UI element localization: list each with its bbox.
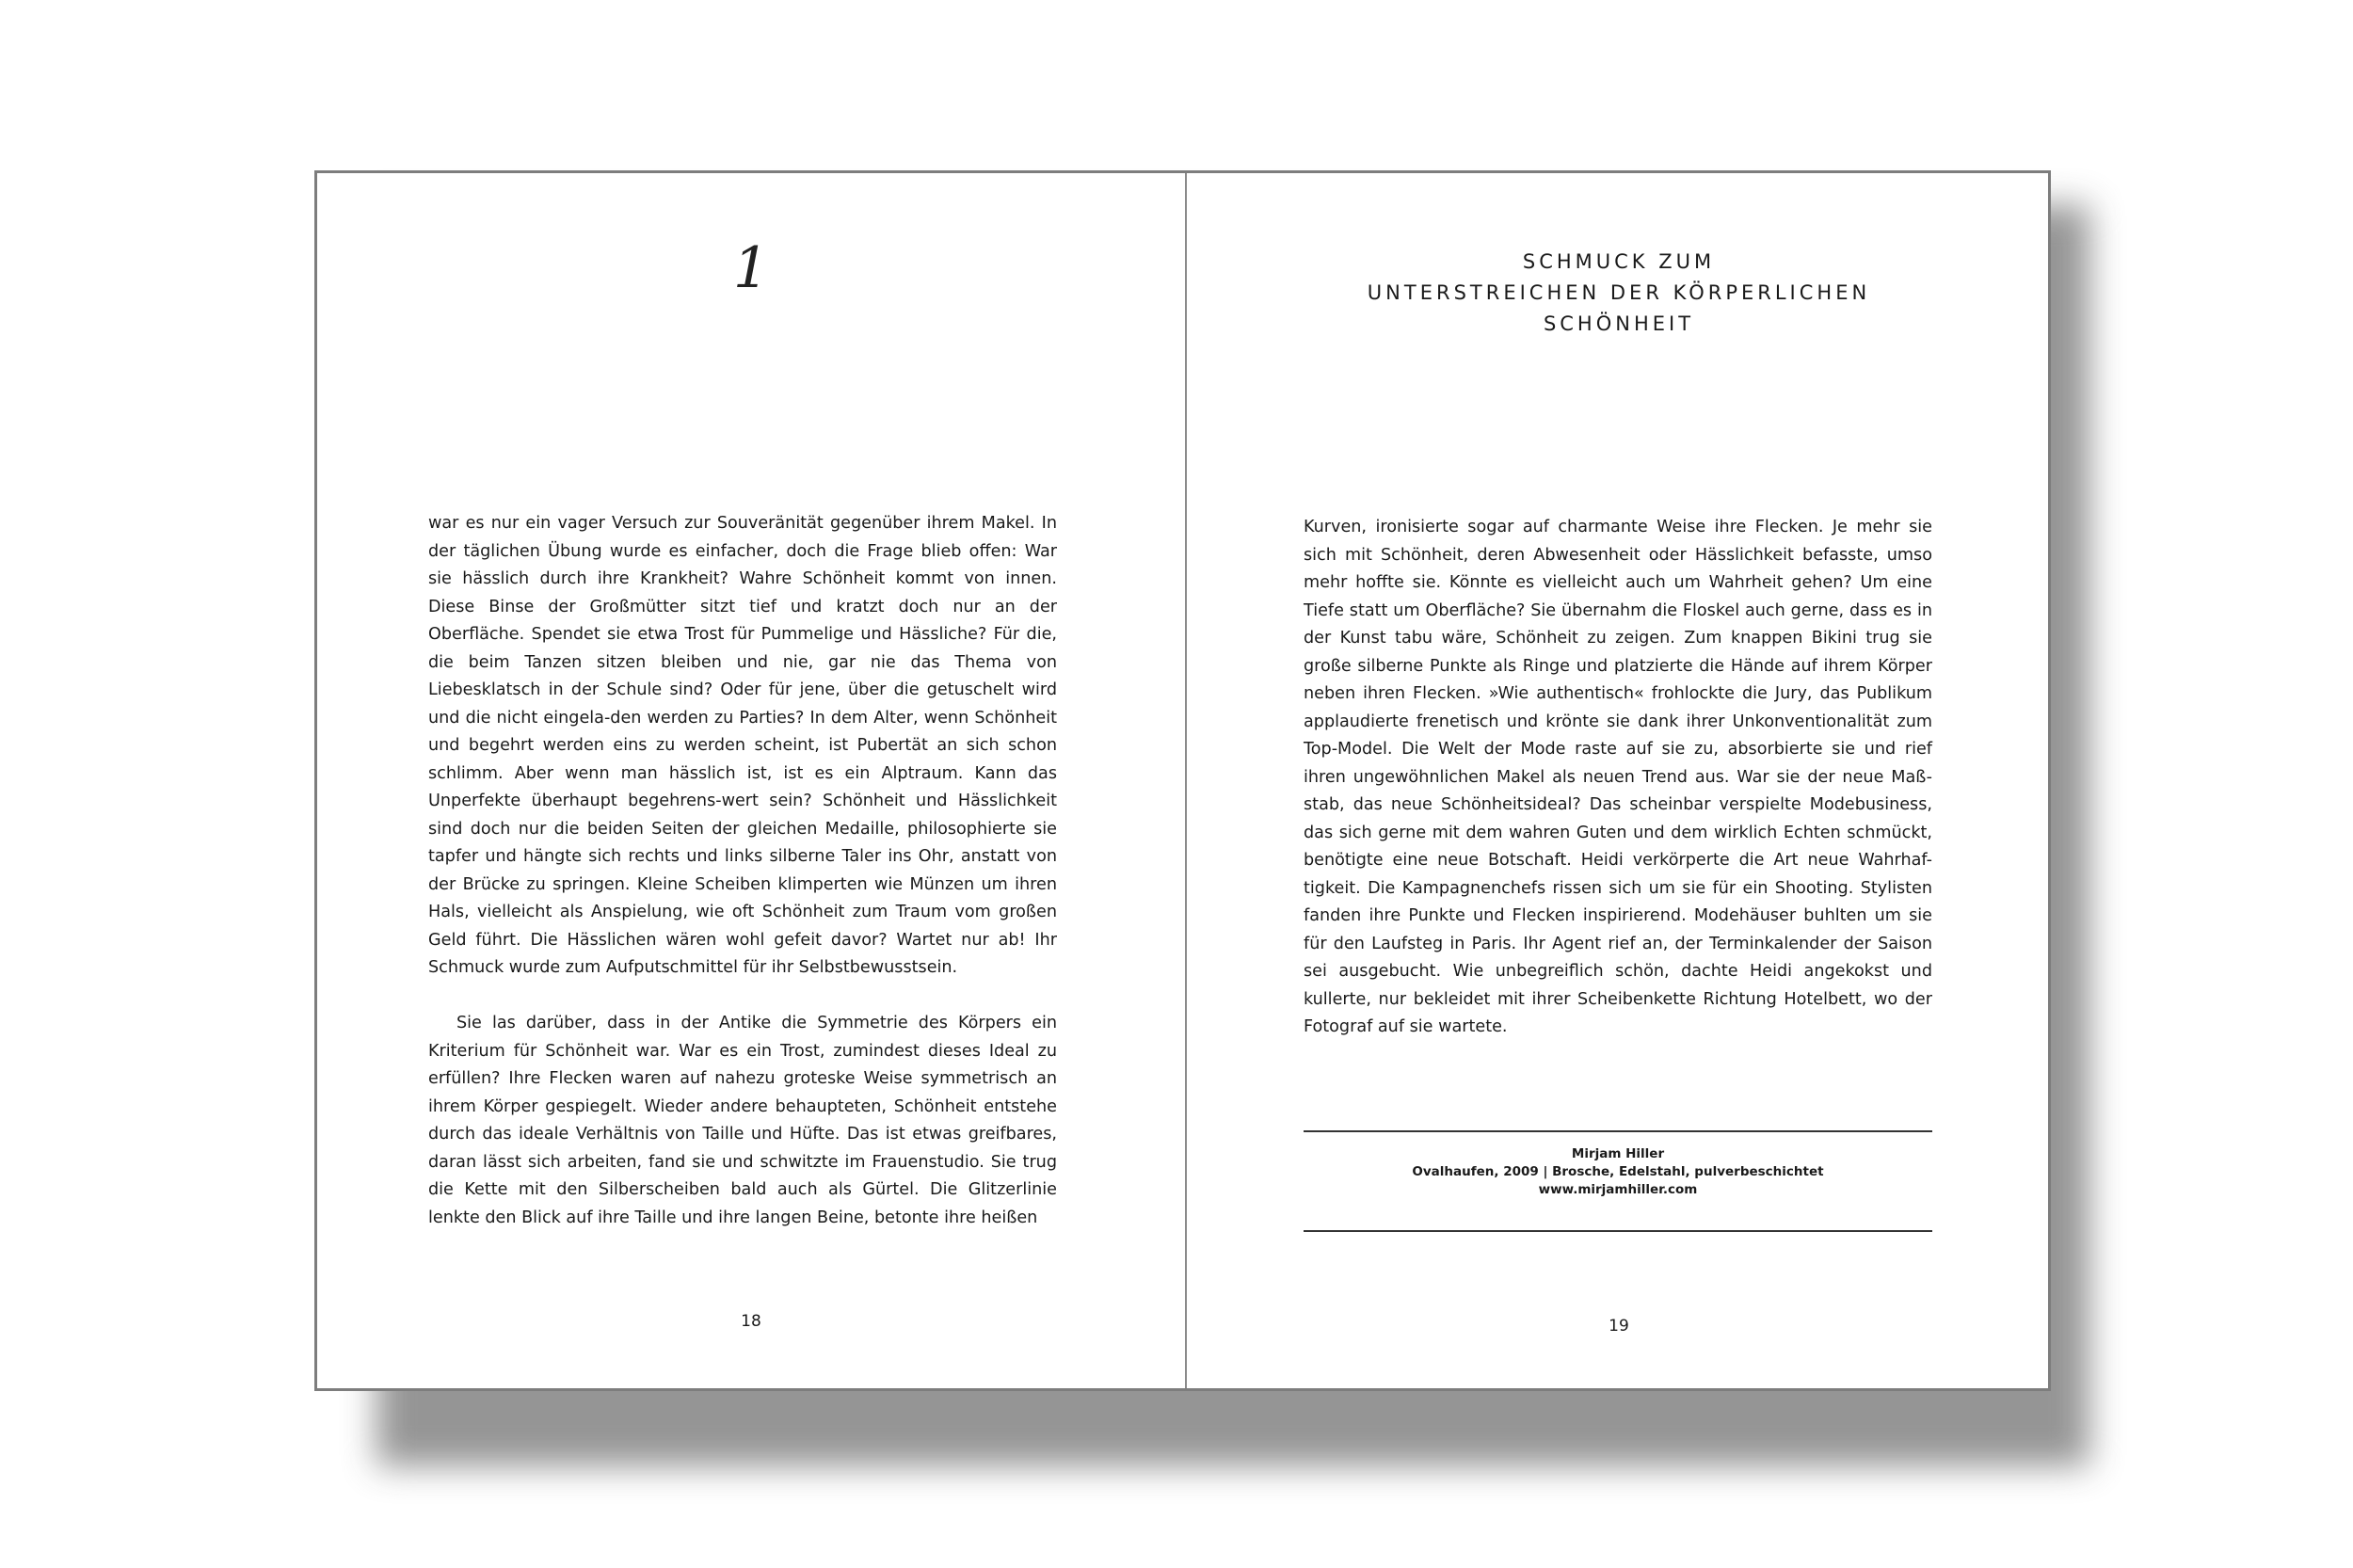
right-page-body bbox=[1304, 514, 1932, 1042]
chapter-title-line-2: UNTERSTREICHEN DER KÖRPERLICHEN bbox=[1367, 281, 1871, 304]
book-spread bbox=[314, 170, 2051, 1391]
chapter-title-line-1: SCHMUCK ZUM bbox=[1522, 250, 1716, 273]
caption-artist: Mirjam Hiller bbox=[1571, 1146, 1665, 1161]
image-caption bbox=[1304, 1145, 1932, 1199]
caption-website: www.mirjamhiller.com bbox=[1538, 1182, 1698, 1197]
left-page-body bbox=[428, 510, 1057, 1232]
caption-rule-bottom bbox=[1304, 1230, 1932, 1232]
chapter-title-line-3: SCHÖNHEIT bbox=[1543, 312, 1695, 335]
right-page bbox=[1187, 173, 2051, 1388]
left-page bbox=[317, 173, 1185, 1388]
left-paragraph-2: Sie las darüber, dass in der Antike die Symmetrie des Körpers ein Kriterium für Schönheit war. War es ein Trost, zumindest dieses Ideal zu erfüllen? Ihre Flecken waren auf nahezu groteske Weise symmetrisch an ihrem Körper gespiegelt. Wieder andere behaupteten, Schönheit entstehe durch das ideale Verhältnis von Taille und Hüfte. Das ist etwas greifbares, daran lässt sich arbeiten, fand sie und schwitzte im Frauenstudio. Sie trug die Kette mit den Silberscheiben bald auch als Gürtel. Die Glitzerlinie lenkte den Blick auf ihre Taille und ihre langen Beine, betonte ihre heißen bbox=[428, 1014, 1057, 1227]
caption-details: Ovalhaufen, 2009 | Brosche, Edelstahl, pulverbeschichtet bbox=[1412, 1164, 1824, 1179]
page-number-right: 19 bbox=[1609, 1317, 1629, 1336]
caption-rule-top bbox=[1304, 1130, 1932, 1132]
chapter-title bbox=[1187, 247, 2051, 340]
page-number-left: 18 bbox=[741, 1312, 761, 1331]
left-paragraph-1: war es nur ein vager Versuch zur Souveränität gegenüber ihrem Makel. In der täglichen Übung wurde es einfacher, doch die Frage blieb offen: War sie hässlich durch ihre Krankheit? Wahre Schönheit kommt von innen. Diese Binse der Großmütter sitzt tief und kratzt doch nur an der Oberfläche. Spendet sie etwa Trost für Pummelige und Hässliche? Für die, die beim Tanzen sitzen bleiben und nie, gar nie das Thema von Liebesklatsch in der Schule sind? Oder für jene, über die getuschelt wird und die nicht eingela-den werden zu Parties? In dem Alter, wenn Schönheit und begehrt werden eins zu werden scheint, ist Pubertät an sich schon schlimm. Aber wenn man hässlich ist, ist es ein Alptraum. Kann das Unperfekte überhaupt begehrens-wert sein? Schönheit und Hässlichkeit sind doch nur die beiden Seiten der gleichen Medaille, philosophierte sie tapfer und hängte sich rechts und links silberne Taler ins Ohr, anstatt von der Brücke zu springen. Kleine Scheiben klimperten wie Münzen um ihren Hals, vielleicht als Anspielung, wie oft Schönheit zum Traum vom großen Geld führt. Die Hässlichen wären wohl gefeit davor? Wartet nur ab! Ihr Schmuck wurde zum Aufputschmittel für ihr Selbstbewusstsein. bbox=[428, 514, 1057, 977]
chapter-number: 1 bbox=[732, 235, 770, 301]
right-paragraph: Kurven, ironisierte sogar auf charmante Weise ihre Flecken. Je mehr sie sich mit Schönheit, deren Abwesenheit oder Hässlichkeit befasste, umso mehr hoffte sie. Könnte es vielleicht auch um Wahrheit gehen? Um eine Tiefe statt um Oberfläche? Sie übernahm die Floskel auch gerne, dass es in der Kunst tabu wäre, Schönheit zu zeigen. Zum knappen Bikini trug sie große silberne Punkte als Ringe und platzierte die Hände auf ihrem Körper neben ihren Flecken. »Wie authentisch« frohlockte die Jury, das Publikum applaudierte frenetisch und krönte sie dank ihrer Unkonventionalität zum Top-Model. Die Welt der Mode raste auf sie zu, absorbierte sie und rief ihren ungewöhnlichen Makel als neuen Trend aus. War sie der neue Maß-stab, das neue Schönheitsideal? Das scheinbar verspielte Modebusiness, das sich gerne mit dem wahren Guten und dem wirklich Echten schmückt, benötigte eine neue Botschaft. Heidi verkörperte die Art neue Wahrhaf-tigkeit. Die Kampagnenchefs rissen sich um sie für ein Shooting. Stylisten fanden ihre Punkte und Flecken inspirierend. Modehäuser buhlten um sie für den Laufsteg in Paris. Ihr Agent rief an, der Terminkalender der Saison sei ausgebucht. Wie unbegreiflich schön, dachte Heidi angekokst und kullerte, nur bekleidet mit ihrer Scheibenkette Richtung Hotelbett, wo der Fotograf auf sie wartete. bbox=[1304, 518, 1932, 1036]
